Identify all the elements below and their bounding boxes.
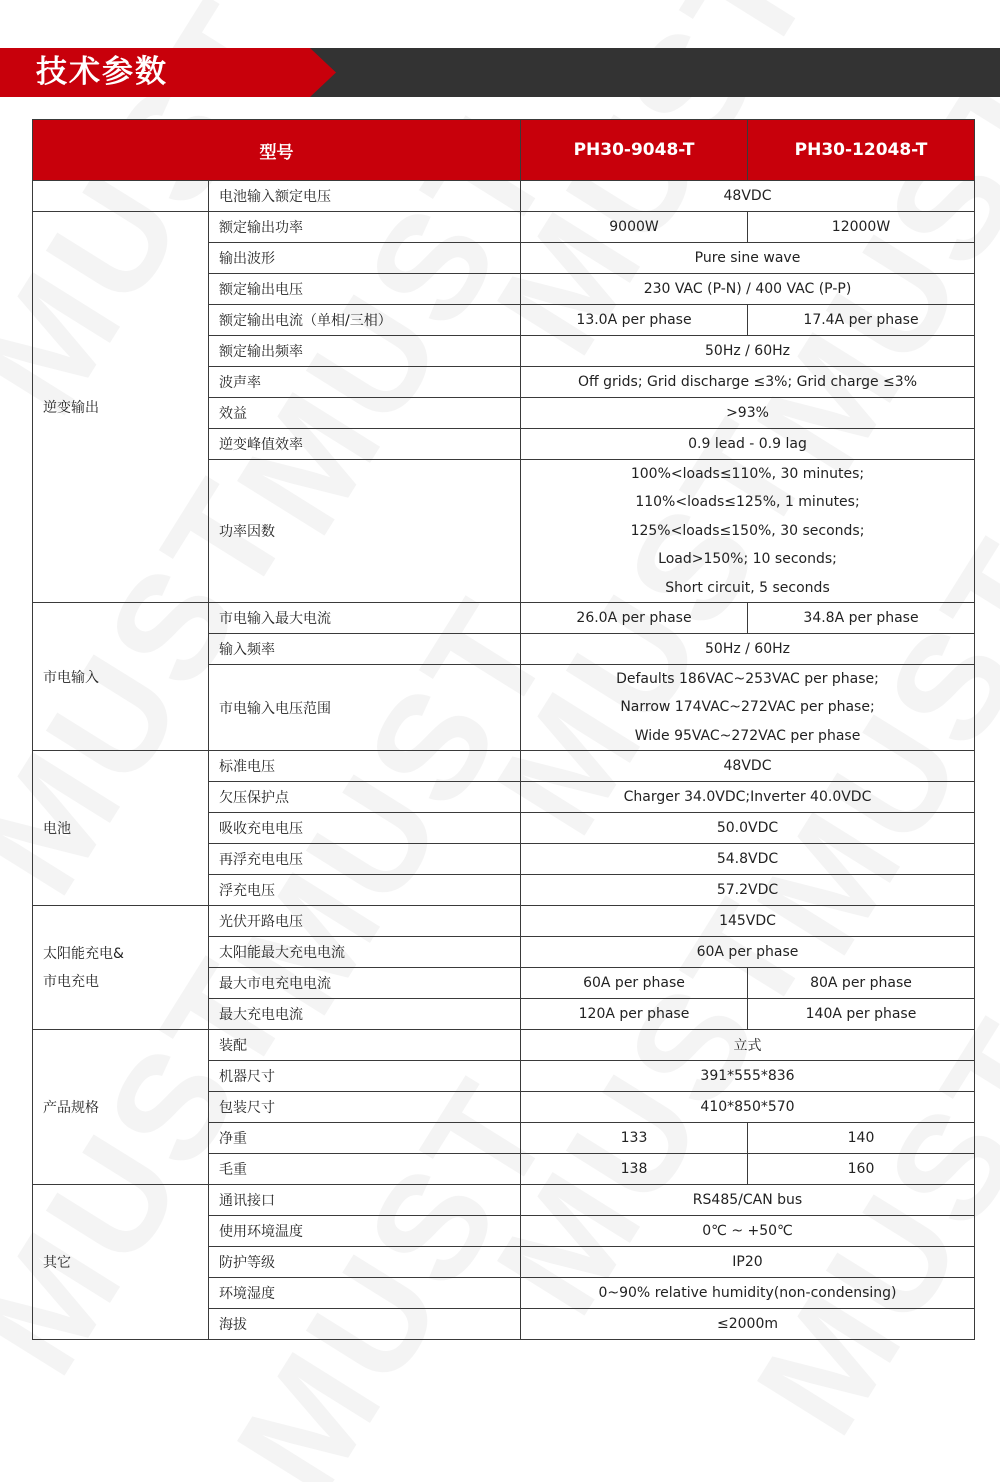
- param-label: 吸收充电电压: [209, 813, 521, 844]
- category-product-spec: 产品规格: [33, 1030, 209, 1185]
- param-label: 效益: [209, 398, 521, 429]
- param-value: ≤2000m: [521, 1309, 975, 1340]
- param-value: 145VDC: [521, 906, 975, 937]
- param-label: 额定输出电流（单相/三相）: [209, 305, 521, 336]
- param-label: 欠压保护点: [209, 782, 521, 813]
- model-2: PH30-12048-T: [748, 120, 975, 181]
- param-value: 50Hz / 60Hz: [521, 336, 975, 367]
- value-line: Short circuit, 5 seconds: [665, 579, 830, 596]
- param-value: 50Hz / 60Hz: [521, 634, 975, 665]
- header-row: [33, 120, 975, 181]
- category-solar-charging: [33, 906, 209, 1030]
- param-value: 230 VAC (P-N) / 400 VAC (P-P): [521, 274, 975, 305]
- param-label: 海拔: [209, 1309, 521, 1340]
- param-value-model-2: 12000W: [748, 212, 975, 243]
- category-line: 太阳能充电&: [43, 945, 124, 962]
- page-title: 技术参数: [36, 54, 168, 90]
- section-banner: [0, 48, 1000, 97]
- table-row: [33, 1185, 975, 1216]
- param-label: 包装尺寸: [209, 1092, 521, 1123]
- param-label: 输入频率: [209, 634, 521, 665]
- category-grid-input: 市电输入: [33, 603, 209, 751]
- param-value: 48VDC: [521, 751, 975, 782]
- param-value: 391*555*836: [521, 1061, 975, 1092]
- param-label: 装配: [209, 1030, 521, 1061]
- value-line: Defaults 186VAC~253VAC per phase;: [616, 671, 879, 688]
- table-row: [33, 603, 975, 634]
- empty-category-cell: [33, 181, 209, 212]
- param-label: 额定输出功率: [209, 212, 521, 243]
- category-other: 其它: [33, 1185, 209, 1340]
- param-label: 使用环境温度: [209, 1216, 521, 1247]
- table-row: [33, 212, 975, 243]
- param-value-model-1: 60A per phase: [521, 968, 748, 999]
- param-value-model-1: 133: [521, 1123, 748, 1154]
- category-battery: 电池: [33, 751, 209, 906]
- param-value: 0℃ ~ +50℃: [521, 1216, 975, 1247]
- param-value-model-2: 140: [748, 1123, 975, 1154]
- param-label: 标准电压: [209, 751, 521, 782]
- param-value-model-2: 80A per phase: [748, 968, 975, 999]
- param-label: 电池输入额定电压: [209, 181, 521, 212]
- param-label: 再浮充电电压: [209, 844, 521, 875]
- param-value-model-2: 17.4A per phase: [748, 305, 975, 336]
- param-label: 环境湿度: [209, 1278, 521, 1309]
- param-value: Off grids; Grid discharge ≤3%; Grid charge ≤3%: [521, 367, 975, 398]
- param-label: 防护等级: [209, 1247, 521, 1278]
- table-row: [33, 181, 975, 212]
- param-value: 50.0VDC: [521, 813, 975, 844]
- table-row: [33, 1030, 975, 1061]
- param-label: 波声率: [209, 367, 521, 398]
- value-line: 110%<loads≤125%, 1 minutes;: [635, 494, 860, 511]
- param-label: 市电输入最大电流: [209, 603, 521, 634]
- param-label: 最大市电充电电流: [209, 968, 521, 999]
- param-value-model-2: 160: [748, 1154, 975, 1185]
- param-label: 机器尺寸: [209, 1061, 521, 1092]
- model-label: 型号: [33, 120, 521, 181]
- value-line: Load>150%; 10 seconds;: [658, 551, 837, 568]
- param-value-model-1: 138: [521, 1154, 748, 1185]
- param-label: 额定输出频率: [209, 336, 521, 367]
- param-value: Pure sine wave: [521, 243, 975, 274]
- param-value-multiline: [521, 460, 975, 603]
- param-value-multiline: [521, 665, 975, 751]
- param-value: 410*850*570: [521, 1092, 975, 1123]
- param-label: 逆变峰值效率: [209, 429, 521, 460]
- value-line: 125%<loads≤150%, 30 seconds;: [630, 522, 865, 539]
- param-value-model-1: 120A per phase: [521, 999, 748, 1030]
- param-value: IP20: [521, 1247, 975, 1278]
- param-value-model-2: 140A per phase: [748, 999, 975, 1030]
- param-value: 0.9 lead - 0.9 lag: [521, 429, 975, 460]
- category-line: 市电充电: [43, 973, 99, 990]
- param-value: 60A per phase: [521, 937, 975, 968]
- param-value: 立式: [521, 1030, 975, 1061]
- param-value: 48VDC: [521, 181, 975, 212]
- param-label: 光伏开路电压: [209, 906, 521, 937]
- param-value: >93%: [521, 398, 975, 429]
- param-label: 通讯接口: [209, 1185, 521, 1216]
- param-value-model-1: 9000W: [521, 212, 748, 243]
- param-value: RS485/CAN bus: [521, 1185, 975, 1216]
- param-label: 功率因数: [209, 460, 521, 603]
- value-line: Wide 95VAC~272VAC per phase: [634, 727, 861, 744]
- spec-table: [32, 119, 975, 1340]
- param-value: 0~90% relative humidity(non-condensing): [521, 1278, 975, 1309]
- param-value-model-2: 34.8A per phase: [748, 603, 975, 634]
- param-label: 额定输出电压: [209, 274, 521, 305]
- table-row: [33, 751, 975, 782]
- category-inverter-output: 逆变输出: [33, 212, 209, 603]
- param-value-model-1: 26.0A per phase: [521, 603, 748, 634]
- param-label: 浮充电压: [209, 875, 521, 906]
- param-label: 净重: [209, 1123, 521, 1154]
- param-label: 太阳能最大充电电流: [209, 937, 521, 968]
- param-value-model-1: 13.0A per phase: [521, 305, 748, 336]
- param-label: 输出波形: [209, 243, 521, 274]
- param-label: 最大充电电流: [209, 999, 521, 1030]
- param-value: 54.8VDC: [521, 844, 975, 875]
- param-label: 市电输入电压范围: [209, 665, 521, 751]
- value-line: 100%<loads≤110%, 30 minutes;: [630, 466, 865, 482]
- value-line: Narrow 174VAC~272VAC per phase;: [620, 699, 875, 716]
- param-value: Charger 34.0VDC;Inverter 40.0VDC: [521, 782, 975, 813]
- table-row: [33, 906, 975, 937]
- param-value: 57.2VDC: [521, 875, 975, 906]
- param-label: 毛重: [209, 1154, 521, 1185]
- model-1: PH30-9048-T: [521, 120, 748, 181]
